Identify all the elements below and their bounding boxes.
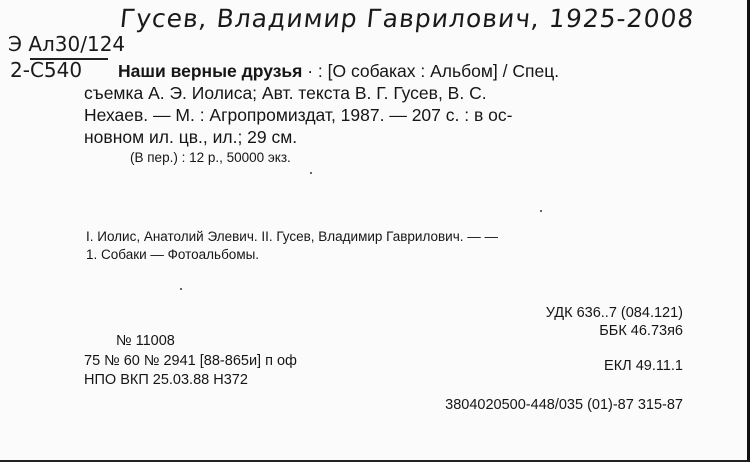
- bbk-code: ББК 46.73я6: [599, 323, 683, 339]
- tracing-line-2: 1. Собаки — Фотоальбомы.: [86, 247, 260, 262]
- handwritten-author-note: Гусев, Владимир Гаврилович, 1925-2008: [118, 4, 696, 33]
- entry-line-2: съемка А. Э. Иолиса; Авт. текста В. Г. Гусев, В. С.: [84, 83, 487, 103]
- handwritten-call-number-bottom: 2-С540: [10, 58, 83, 82]
- bibliographic-entry: [84, 60, 688, 148]
- entry-line-3: Нехаев. — М. : Агропромиздат, 1987. — 207 с. : в ос-: [84, 105, 513, 125]
- price-and-print-run: (В пер.) : 12 р., 50000 экз.: [130, 150, 291, 165]
- entry-line-1: · : [О собаках : Альбом] / Спец.: [302, 61, 560, 81]
- entry-line-4: новном ил. цв., ил.; 29 см.: [84, 127, 298, 147]
- tracing-block: [86, 228, 686, 264]
- print-info-line-3: НПО ВКП 25.03.88 Н372: [84, 372, 248, 388]
- paper-speck: [310, 172, 312, 174]
- handwritten-call-number-top: Э Ал30/124: [8, 32, 126, 56]
- paper-speck: [180, 288, 182, 290]
- print-info-line-2: 75 № 60 № 2941 [88-865и] п оф: [84, 353, 297, 369]
- book-title: Наши верные друзья: [118, 61, 303, 81]
- udk-code: УДК 636..7 (084.121): [545, 305, 683, 321]
- paper-speck: [540, 210, 542, 212]
- print-info-line-1: № 11008: [116, 333, 175, 349]
- tracing-line-1: I. Иолис, Анатолий Элевич. II. Гусев, Владимир Гаврилович. — —: [86, 229, 498, 244]
- ekl-code: ЕКЛ 49.11.1: [604, 358, 683, 374]
- isbn-code: 3804020500-448/035 (01)-87 315-87: [445, 397, 683, 413]
